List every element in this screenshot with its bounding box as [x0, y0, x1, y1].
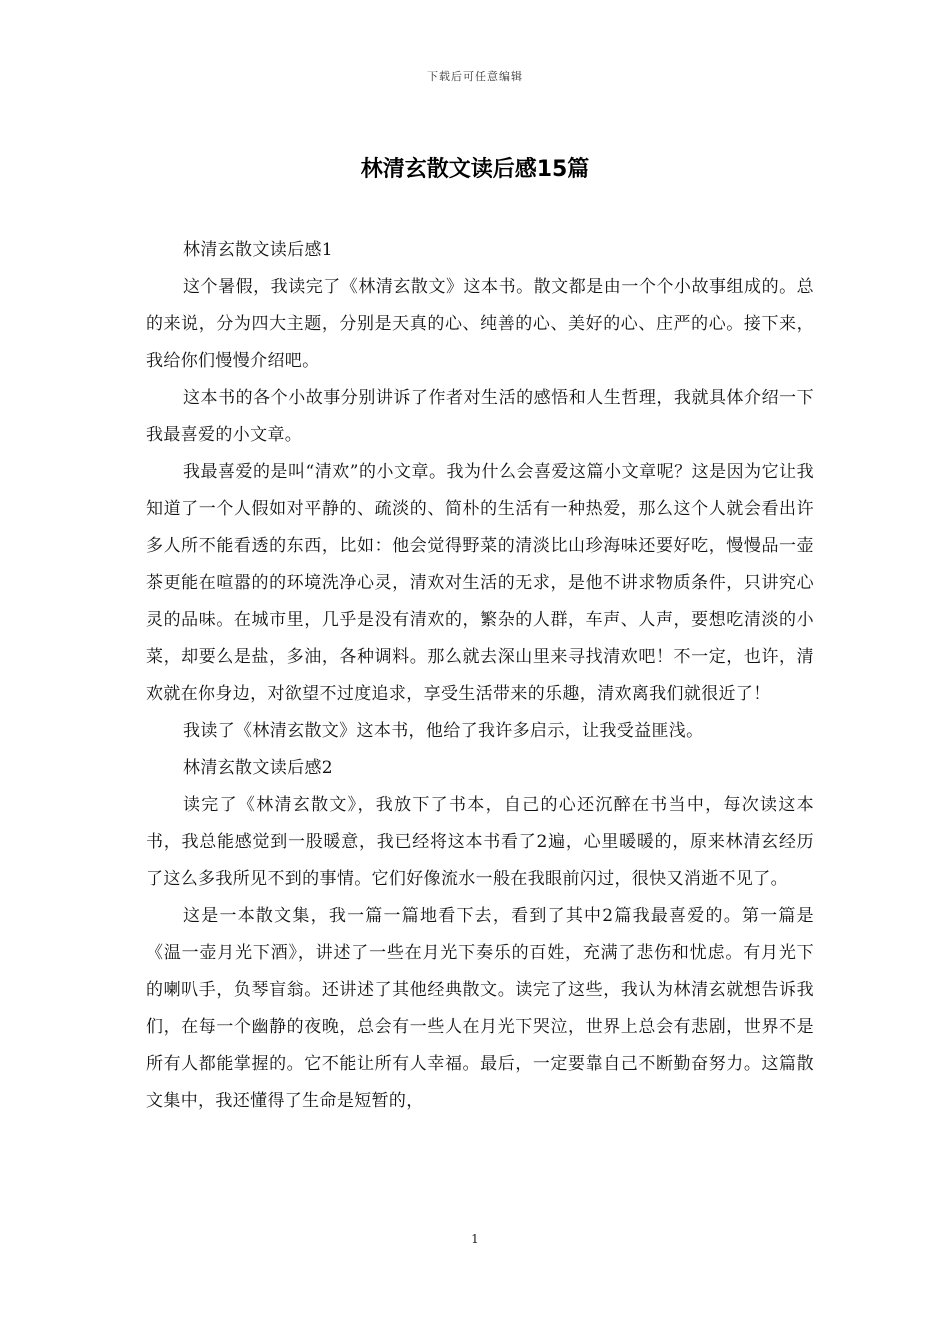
paragraph: 这是一本散文集，我一篇一篇地看下去，看到了其中2篇我最喜爱的。第一篇是《温一壶月光下酒》，讲述了一些在月光下奏乐的百姓，充满了悲伤和忧虑。有月光下的喇叭手，负琴盲翁。还讲述了其他经典散文。读完了这些，我认为林清玄就想告诉我们，在每一个幽静的夜晚，总会有一些人在月光下哭泣，世界上总会有悲剧，世界不是所有人都能掌握的。它不能让所有人幸福。最后，一定要靠自己不断勤奋努力。这篇散文集中，我还懂得了生命是短暂的，: [146, 906, 814, 1111]
header-note: 下载后可任意编辑: [427, 70, 523, 83]
paragraph: 这个暑假，我读完了《林清玄散文》这本书。散文都是由一个个小故事组成的。总的来说，分为四大主题，分别是天真的心、纯善的心、美好的心、庄严的心。接下来，我给你们慢慢介绍吧。: [146, 277, 814, 371]
section-heading-2: 林清玄散文读后感2: [183, 758, 333, 778]
paragraph: 这本书的各个小故事分别讲诉了作者对生活的感悟和人生哲理，我就具体介绍一下我最喜爱的小文章。: [146, 388, 814, 445]
paragraph: 读完了《林清玄散文》，我放下了书本，自己的心还沉醉在书当中，每次读这本书，我总能感觉到一股暖意，我已经将这本书看了2遍，心里暖暖的，原来林清玄经历了这么多我所见不到的事情。它们好像流水一般在我眼前闪过，很快又消逝不见了。: [146, 795, 814, 889]
document-body: [146, 232, 814, 1120]
paragraph: 我读了《林清玄散文》这本书，他给了我许多启示，让我受益匪浅。: [183, 721, 704, 741]
paragraph: 我最喜爱的是叫“清欢”的小文章。我为什么会喜爱这篇小文章呢？这是因为它让我知道了一个人假如对平静的、疏淡的、简朴的生活有一种热爱，那么这个人就会看出许多人所不能看透的东西，比如：他会觉得野菜的清淡比山珍海味还要好吃，慢慢品一壶茶更能在喧嚣的的环境洗净心灵，清欢对生活的无求，是他不讲求物质条件，只讲究心灵的品味。在城市里，几乎是没有清欢的，繁杂的人群，车声、人声，要想吃清淡的小菜，却要么是盐，多油，各种调料。那么就去深山里来寻找清欢吧！不一定，也许，清欢就在你身边，对欲望不过度追求，享受生活带来的乐趣，清欢离我们就很近了！: [146, 462, 814, 704]
page-number: 1: [471, 1232, 479, 1246]
document-title: 林清玄散文读后感15篇: [360, 157, 590, 182]
section-heading-1: 林清玄散文读后感1: [183, 240, 333, 260]
